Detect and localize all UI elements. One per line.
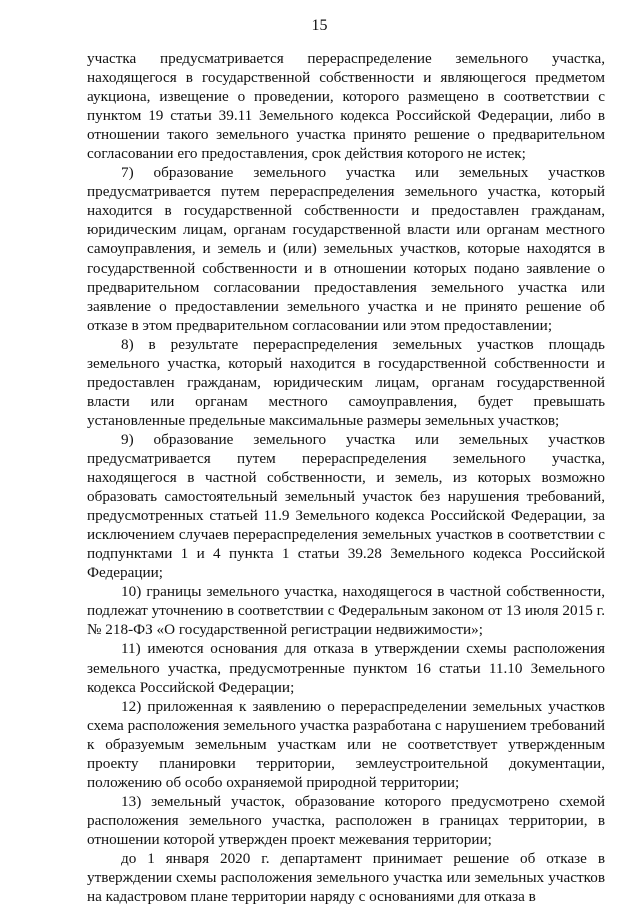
page-number: 15 — [311, 17, 328, 34]
paragraph-item-7: 7) образование земельного участка или земельных участков предусматривается путем перераспределения земельного участка, который находится в государственной собственности и предоставлен гражданам, юридическим лицам, органам государственной власти или органам местного самоуправления, и земель и (или) земельных участков, которые находятся в государственной собственности и в отношении которых подано заявление о предварительном согласовании предоставления земельного участка или заявление о предоставлении земельного участка и не принято решение об отказе в этом предварительном согласовании или этом предоставлении; — [87, 164, 605, 334]
paragraph-item-10: 10) границы земельного участка, находящегося в частной собственности, подлежат уточнению в соответствии с Федеральным законом от 13 июля 2015 г. № 218-ФЗ «О государственной регистрации недвижимости»; — [87, 583, 605, 639]
paragraph-item-11: 11) имеются основания для отказа в утверждении схемы расположения земельного участка, предусмотренные пунктом 16 статьи 11.10 Земельного кодекса Российской Федерации; — [87, 640, 605, 696]
paragraph-item-9: 9) образование земельного участка или земельных участков предусматривается путем перераспределения земельного участка, находящегося в частной собственности, и земель, из которых возможно образовать самостоятельный земельный участок без нарушения требований, предусмотренных статьей 11.9 Земельного кодекса Российской Федерации, за исключением случаев перераспределения земельных участков в соответствии с подпунктами 1 и 4 пункта 1 статьи 39.28 Земельного кодекса Российской Федерации; — [87, 430, 605, 582]
paragraph-continuation: участка предусматривается перераспределение земельного участка, находящегося в государственной собственности и являющегося предметом аукциона, извещение о проведении, которого размещено в соответствии с пунктом 19 статьи 39.11 Земельного кодекса Российской Федерации, либо в отношении такого земельного участка принято решение о предварительном согласовании его предоставления, срок действия которого не истек; — [87, 50, 605, 163]
paragraph-item-8: 8) в результате перераспределения земельных участков площадь земельного участка, который находится в государственной собственности и предоставлен гражданам, юридическим лицам, органам государственной власти или органам местного самоуправления, будет превышать установленные предельные максимальные размеры земельных участков; — [87, 335, 605, 429]
paragraph-item-13: 13) земельный участок, образование которого предусмотрено схемой расположения земельного участка, расположен в границах территории, в отношении которой утвержден проект межевания территории; — [87, 792, 605, 848]
document-body — [87, 49, 605, 906]
paragraph-final: до 1 января 2020 г. департамент принимает решение об отказе в утверждении схемы расположения земельного участка или земельных участков на кадастровом плане территории наряду с основаниями для отказа в — [87, 849, 605, 906]
paragraph-item-12: 12) приложенная к заявлению о перераспределении земельных участков схема расположения земельного участка разработана с нарушением требований к образуемым земельным участкам или не соответствует утвержденным проекту планировки территории, землеустроительной документации, положению об особо охраняемой природной территории; — [87, 697, 605, 791]
